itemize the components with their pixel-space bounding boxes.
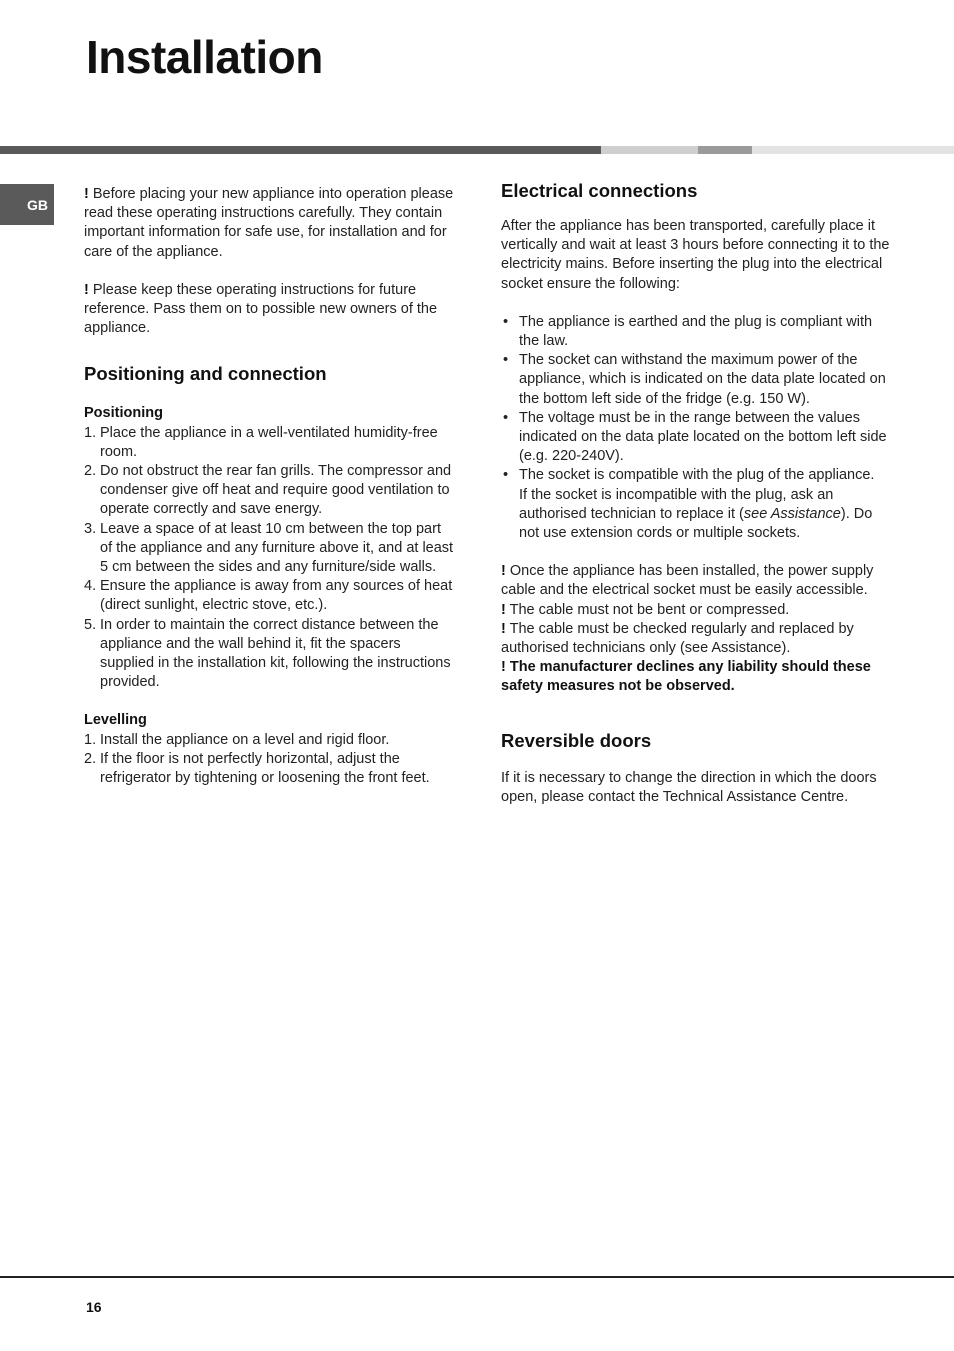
intro-paragraph-1: ! Before placing your new appliance into operation please read these operating instructions carefully. They contain important information for safe use, for installation and for care of the appliance. <box>84 186 454 260</box>
header-bar-lighter <box>752 146 954 154</box>
list-item: • The socket can withstand the maximum power of the appliance, which is indicated on the data plate located on the bottom left side of the fridge (e.g. 150 W). <box>503 352 886 407</box>
list-item: • The voltage must be in the range between the values indicated on the data plate located on the bottom left side (e.g. 220-240V). <box>503 409 887 465</box>
list-item: 5. In order to maintain the correct distance between the appliance and the wall behind it, fit the spacers supplied in the installation kit, following the instructions provided. <box>84 616 451 691</box>
electrical-checklist <box>501 313 893 543</box>
language-tab: GB <box>0 184 54 225</box>
reversible-doors-text: If it is necessary to change the direction in which the doors open, please contact the Technical Assistance Centre. <box>501 769 877 805</box>
section-title-positioning-connection: Positioning and connection <box>84 363 327 385</box>
warning-icon: ! <box>501 601 506 618</box>
list-item: 1. Place the appliance in a well-ventilated humidity-free room. <box>84 424 438 460</box>
warning-icon: ! <box>501 563 506 580</box>
warning-icon: ! <box>501 659 506 676</box>
left-column <box>84 185 456 788</box>
warning-line-1: ! Once the appliance has been installed, the power supply cable and the electrical socket must be easily accessible. <box>501 563 874 599</box>
warning-line-2: ! The cable must not be bent or compressed. <box>501 601 790 618</box>
levelling-list <box>84 731 456 789</box>
list-item: 1. Install the appliance on a level and rigid floor. <box>84 731 390 748</box>
list-item: 2. If the floor is not perfectly horizontal, adjust the refrigerator by tightening or loosening the front feet. <box>84 750 430 787</box>
electrical-intro: After the appliance has been transported, carefully place it vertically and wait at least 3 hours before connecting it to the electricity mains. Before inserting the plug into the electrical socket ensure the following: <box>501 218 890 292</box>
list-item: • The appliance is earthed and the plug is compliant with the law. <box>503 313 873 350</box>
list-item: 4. Ensure the appliance is away from any sources of heat (direct sunlight, electric stove, etc.). <box>84 578 453 614</box>
header-bar-mid <box>698 146 752 154</box>
list-item: 3. Leave a space of at least 10 cm between the top part of the appliance and any furniture above it, and at least 5 cm between the sides and any furniture/side walls. <box>84 520 454 576</box>
page-title: Installation <box>86 31 323 83</box>
right-column <box>501 180 893 807</box>
subsection-title-positioning: Positioning <box>84 405 163 422</box>
header-bar-dark <box>0 146 601 154</box>
positioning-list <box>84 424 456 693</box>
page-number: 16 <box>86 1299 102 1315</box>
subsection-title-levelling: Levelling <box>84 712 147 729</box>
list-item: • The socket is compatible with the plug of the appliance. If the socket is incompatible with the plug, ask an authorised technician to replace it (see Assistance). Do not use extension cords or multiple sockets. <box>503 467 875 542</box>
warning-icon: ! <box>84 186 89 202</box>
section-title-reversible-doors: Reversible doors <box>501 729 652 751</box>
header-bar-light <box>601 146 698 154</box>
footer-rule <box>0 1276 954 1278</box>
warning-line-4: ! The manufacturer declines any liability should these safety measures not be observed. <box>501 659 871 695</box>
list-item: 2. Do not obstruct the rear fan grills. The compressor and condenser give off heat and require good ventilation to operate correctly and save energy. <box>84 463 452 518</box>
section-title-electrical: Electrical connections <box>501 180 698 201</box>
warning-icon: ! <box>501 620 506 637</box>
intro-paragraph-2: ! Please keep these operating instructions for future reference. Pass them on to possible new owners of the appliance. <box>84 281 438 337</box>
warning-icon: ! <box>84 281 89 298</box>
warning-line-3: ! The cable must be checked regularly and replaced by authorised technicians only (see Assistance). <box>501 620 854 657</box>
